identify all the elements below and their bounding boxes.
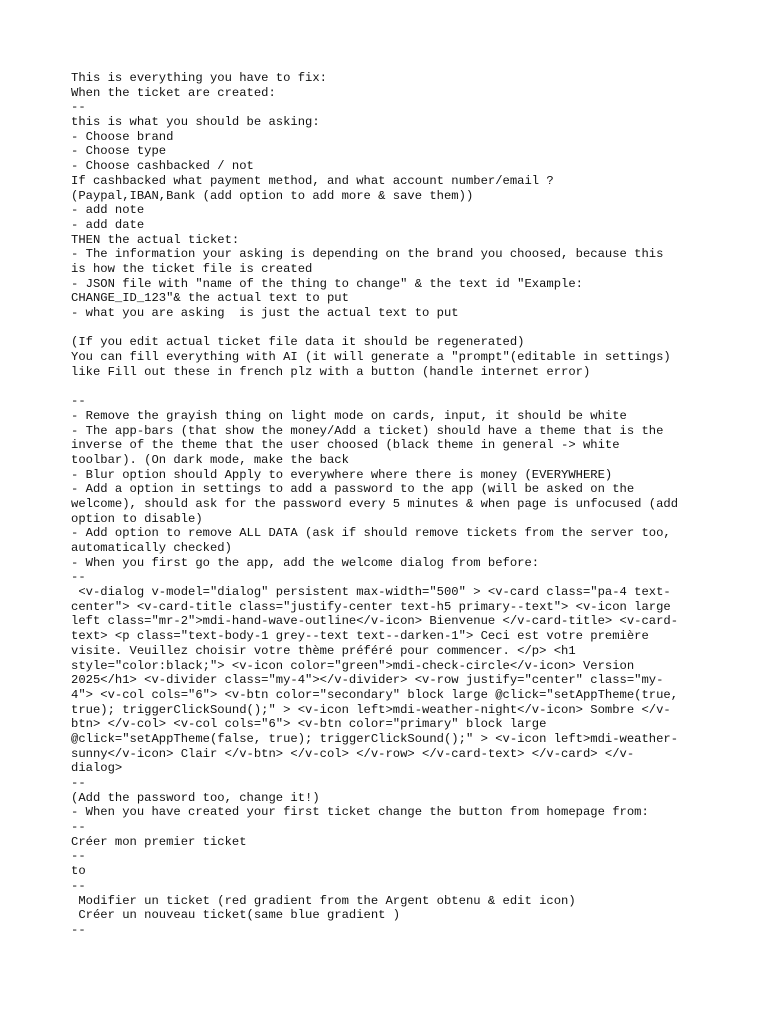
document-line: - When you first go the app, add the welcome dialog from before:	[71, 555, 540, 570]
document-line: You can fill everything with AI (it will generate a "prompt"(editable in settings)	[71, 350, 671, 365]
document-line: text> <p class="text-body-1 grey--text text--darken-1"> Ceci est votre première	[71, 629, 649, 644]
document-line: - When you have created your first ticket change the button from homepage from:	[71, 805, 649, 820]
document-line: inverse of the theme that the user choosed (black theme in general -> white	[71, 438, 620, 453]
document-line: --	[71, 100, 86, 115]
document-line: - add note	[71, 203, 145, 218]
document-line: automatically checked)	[71, 541, 232, 555]
document-line: this is what you should be asking:	[71, 115, 320, 130]
document-line: welcome), should ask for the password every 5 minutes & when page is unfocused (add	[71, 496, 679, 511]
document-line: 4"> <v-col cols="6"> <v-btn color="secondary" block large @click="setAppTheme(true,	[71, 687, 679, 702]
document-line: option to disable)	[71, 511, 203, 526]
document-line: - The app-bars (that show the money/Add a ticket) should have a theme that is the	[71, 423, 664, 438]
document-line: Créer un nouveau ticket(same blue gradient )	[71, 908, 401, 923]
document-line: When the ticket are created:	[71, 85, 276, 100]
document-line: - Blur option should Apply to everywhere where there is money (EVERYWHERE)	[71, 467, 613, 482]
document-line: like Fill out these in french plz with a button (handle internet error)	[71, 364, 591, 379]
document-line: dialog>	[71, 761, 123, 776]
document-line: Modifier un ticket (red gradient from the Argent obtenu & edit icon)	[71, 893, 576, 908]
document-line: --	[71, 776, 86, 790]
document-line: center"> <v-card-title class="justify-center text-h5 primary--text"> <v-icon large	[71, 599, 671, 614]
document-body	[71, 71, 711, 938]
document-line: sunny</v-icon> Clair </v-btn> </v-col> </v-row> </v-card-text> </v-card> </v-	[71, 746, 635, 761]
document-line: - what you are asking is just the actual text to put	[71, 306, 459, 320]
document-line: - Add option to remove ALL DATA (ask if should remove tickets from the server too,	[71, 526, 671, 541]
document-line: toolbar). (On dark mode, make the back	[71, 452, 349, 467]
document-line: If cashbacked what payment method, and what account number/email ?	[71, 173, 554, 188]
document-line: --	[71, 922, 86, 937]
document-line: - Add a option in settings to add a password to the app (will be asked on the	[71, 482, 635, 497]
document-line: Créer mon premier ticket	[71, 834, 247, 849]
document-line: This is everything you have to fix:	[71, 71, 327, 85]
document-line: - JSON file with "name of the thing to change" & the text id "Example:	[71, 276, 583, 291]
document-line: --	[71, 394, 86, 409]
document-line: (Paypal,IBAN,Bank (add option to add more & save them))	[71, 188, 474, 203]
document-line: CHANGE_ID_123"& the actual text to put	[71, 291, 349, 306]
document-line: 2025</h1> <v-divider class="my-4"></v-divider> <v-row justify="center" class="my-	[71, 673, 664, 688]
document-line: - add date	[71, 217, 145, 232]
document-line: - The information your asking is depending on the brand you choosed, because this	[71, 247, 664, 262]
document-line: left class="mr-2">mdi-hand-wave-outline</v-icon> Bienvenue </v-card-title> <v-card-	[71, 614, 679, 629]
document-line: --	[71, 849, 86, 864]
document-line: true); triggerClickSound();" > <v-icon left>mdi-weather-night</v-icon> Sombre </v-	[71, 702, 671, 717]
document-line: --	[71, 878, 86, 893]
document-line: btn> </v-col> <v-col cols="6"> <v-btn color="primary" block large	[71, 717, 547, 732]
document-line: (Add the password too, change it!)	[71, 790, 320, 805]
document-line	[71, 321, 711, 336]
document-line: - Remove the grayish thing on light mode on cards, input, it should be white	[71, 408, 627, 423]
document-line: to	[71, 864, 86, 879]
document-line: is how the ticket file is created	[71, 261, 313, 276]
document-line: (If you edit actual ticket file data it should be regenerated)	[71, 335, 525, 350]
document-line: --	[71, 570, 86, 585]
document-line: style="color:black;"> <v-icon color="green">mdi-check-circle</v-icon> Version	[71, 658, 635, 673]
document-line: THEN the actual ticket:	[71, 232, 240, 247]
document-line: @click="setAppTheme(false, true); triggerClickSound();" > <v-icon left>mdi-weather-	[71, 731, 679, 746]
document-line: visite. Veuillez choisir votre thème préféré pour commencer. </p> <h1	[71, 643, 576, 658]
document-line: <v-dialog v-model="dialog" persistent max-width="500" > <v-card class="pa-4 text-	[71, 585, 671, 600]
document-line: - Choose type	[71, 144, 167, 159]
document-line: --	[71, 820, 86, 835]
document-line: - Choose brand	[71, 129, 174, 144]
document-line	[71, 379, 711, 394]
document-line: - Choose cashbacked / not	[71, 159, 254, 174]
